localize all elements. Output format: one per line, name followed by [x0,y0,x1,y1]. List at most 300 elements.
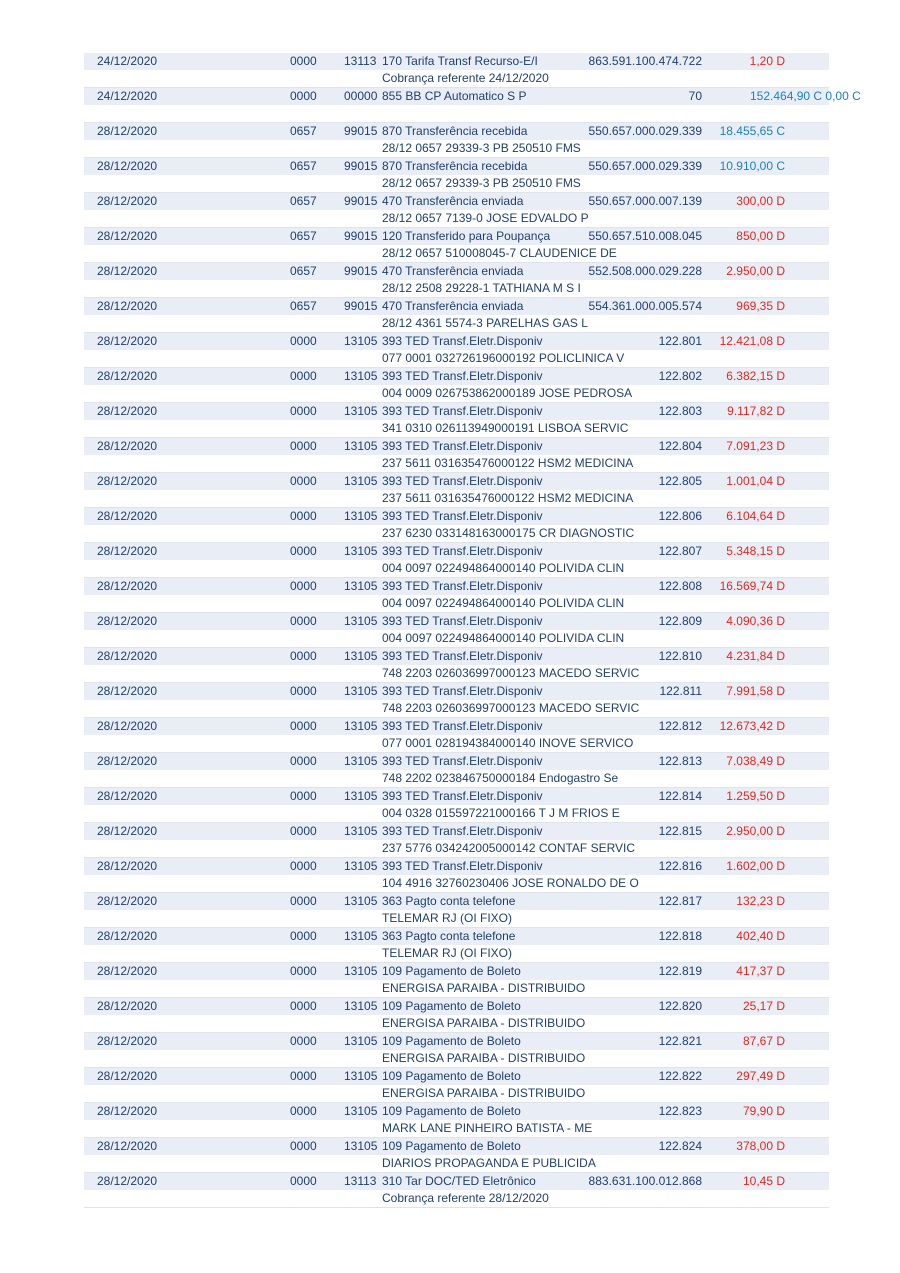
entry-detail-row [84,175,829,193]
entry-main-row [84,333,829,350]
entry-lot: 13105 [344,1034,378,1048]
entry-document: 550.657.000.029.339 [588,124,702,138]
entry-main-row [84,823,829,840]
statement-entry [84,403,829,438]
entry-description: 109 Pagamento de Boleto [382,1139,521,1153]
entry-date: 28/12/2020 [97,299,158,313]
entry-date: 28/12/2020 [97,1034,158,1048]
statement-entry [84,438,829,473]
entry-agency: 0000 [290,719,317,733]
entry-lot: 13105 [344,964,378,978]
entry-detail: 077 0001 028194384000140 INOVE SERVICO [382,736,634,750]
entry-agency: 0000 [290,474,317,488]
entry-lot: 13105 [344,1104,378,1118]
entry-date: 28/12/2020 [97,1139,158,1153]
entry-description: 470 Transferência enviada [382,194,524,208]
entry-agency: 0000 [290,754,317,768]
entry-main-row [84,403,829,420]
entry-detail-row [84,805,829,823]
entry-description: 310 Tar DOC/TED Eletrônico [382,1174,536,1188]
entry-description: 393 TED Transf.Eletr.Disponiv [382,334,543,348]
entry-agency: 0000 [290,544,317,558]
entry-detail: TELEMAR RJ (OI FIXO) [382,911,513,925]
statement-entry [84,228,829,263]
entry-agency: 0000 [290,649,317,663]
statement-entry [84,1173,829,1208]
entry-value: 1.602,00 D [726,859,785,873]
entry-detail-row [84,350,829,368]
statement-entry [84,718,829,753]
entry-detail-row [84,910,829,928]
entry-date: 28/12/2020 [97,1174,158,1188]
entry-detail: MARK LANE PINHEIRO BATISTA - ME [382,1121,593,1135]
entry-balance: 152.464,90 C 0,00 C [750,89,861,103]
entry-detail-row [84,560,829,578]
statement-entry [84,648,829,683]
entry-detail: 28/12 4361 5574-3 PARELHAS GAS L [382,316,588,330]
entry-lot: 13105 [344,859,378,873]
entry-value: 417,37 D [736,964,785,978]
entry-value: 850,00 D [736,229,785,243]
entry-description: 393 TED Transf.Eletr.Disponiv [382,544,543,558]
entry-main-row [84,508,829,525]
entry-document: 70 [688,89,702,103]
entry-date: 28/12/2020 [97,579,158,593]
statement-entry [84,928,829,963]
entry-detail-row [84,280,829,298]
entry-date: 28/12/2020 [97,894,158,908]
entry-document: 122.824 [658,1139,702,1153]
entry-document: 122.807 [658,544,702,558]
entry-document: 122.804 [658,439,702,453]
entry-date: 28/12/2020 [97,369,158,383]
entry-value: 1,20 D [749,54,785,68]
entry-document: 122.805 [658,474,702,488]
entry-agency: 0000 [290,789,317,803]
entry-value: 79,90 D [742,1104,785,1118]
entry-description: 109 Pagamento de Boleto [382,964,521,978]
statement-entry [84,823,829,858]
entry-detail: ENERGISA PARAIBA - DISTRIBUIDO [382,1086,586,1100]
entry-detail-row [84,455,829,473]
entry-description: 393 TED Transf.Eletr.Disponiv [382,684,543,698]
entry-main-row [84,368,829,385]
entry-description: 393 TED Transf.Eletr.Disponiv [382,439,543,453]
entry-description: 393 TED Transf.Eletr.Disponiv [382,509,543,523]
entry-date: 24/12/2020 [97,54,158,68]
statement-entry [84,578,829,613]
entry-agency: 0000 [290,509,317,523]
entry-document: 122.820 [658,999,702,1013]
entry-main-row [84,298,829,315]
entry-description: 109 Pagamento de Boleto [382,1104,521,1118]
entry-main-row [84,158,829,175]
entry-detail: 237 5611 031635476000122 HSM2 MEDICINA [382,491,634,505]
entry-value: 6.104,64 D [726,509,785,523]
entry-date: 28/12/2020 [97,509,158,523]
entry-document: 122.809 [658,614,702,628]
entry-agency: 0000 [290,999,317,1013]
entry-main-row [84,718,829,735]
entry-agency: 0000 [290,369,317,383]
entry-value: 9.117,82 D [727,404,785,418]
entry-detail-row [84,140,829,158]
entry-main-row [84,1138,829,1155]
entry-detail-row [84,595,829,613]
entry-document: 122.822 [658,1069,702,1083]
entry-date: 28/12/2020 [97,719,158,733]
entry-lot: 99015 [344,159,378,173]
entry-lot: 99015 [344,229,378,243]
entry-value: 7.991,58 D [726,684,785,698]
entry-detail: Cobrança referente 28/12/2020 [382,1191,549,1205]
statement-entry [84,88,861,123]
statement-entry [84,753,829,788]
entry-date: 28/12/2020 [97,1069,158,1083]
entry-date: 28/12/2020 [97,334,158,348]
entry-detail-row [84,245,829,263]
entry-date: 28/12/2020 [97,229,158,243]
entry-description: 393 TED Transf.Eletr.Disponiv [382,369,543,383]
entry-value: 6.382,15 D [726,369,785,383]
statement-entry [84,1138,829,1173]
statement-entry [84,123,829,158]
entry-lot: 99015 [344,124,378,138]
entry-document: 122.806 [658,509,702,523]
entry-date: 24/12/2020 [97,89,158,103]
entry-date: 28/12/2020 [97,754,158,768]
entry-detail-row [84,770,829,788]
entry-agency: 0000 [290,89,317,103]
entry-document: 883.631.100.012.868 [588,1174,702,1188]
entry-description: 393 TED Transf.Eletr.Disponiv [382,859,543,873]
entry-document: 122.808 [658,579,702,593]
statement-entry [84,1068,829,1103]
entry-detail-row [84,875,829,893]
entry-description: 109 Pagamento de Boleto [382,999,521,1013]
entry-agency: 0657 [290,264,317,278]
entry-agency: 0657 [290,124,317,138]
entry-document: 122.811 [659,684,702,698]
entry-detail: 004 0097 022494864000140 POLIVIDA CLIN [382,631,625,645]
entry-main-row [84,53,829,70]
entry-value: 12.421,08 D [719,334,785,348]
entry-agency: 0000 [290,54,317,68]
entry-lot: 13113 [344,1174,377,1188]
entry-main-row [84,998,829,1015]
entry-main-row [84,858,829,875]
entry-document: 122.802 [658,369,702,383]
entry-agency: 0657 [290,194,317,208]
entry-value: 12.673,42 D [719,719,785,733]
entry-document: 122.812 [658,719,702,733]
entry-value: 378,00 D [736,1139,785,1153]
entry-detail: 237 5776 034242005000142 CONTAF SERVIC [382,841,636,855]
entry-value: 10.910,00 C [719,159,785,173]
entry-date: 28/12/2020 [97,859,158,873]
entry-agency: 0657 [290,159,317,173]
entry-detail: 004 0097 022494864000140 POLIVIDA CLIN [382,561,625,575]
entry-document: 122.818 [658,929,702,943]
entry-description: 393 TED Transf.Eletr.Disponiv [382,614,543,628]
statement-entry [84,858,829,893]
entry-detail: 28/12 0657 510008045-7 CLAUDENICE DE [382,246,617,260]
entry-description: 393 TED Transf.Eletr.Disponiv [382,579,543,593]
entry-description: 393 TED Transf.Eletr.Disponiv [382,404,543,418]
entry-value: 402,40 D [736,929,785,943]
entry-detail: 748 2203 026036997000123 MACEDO SERVIC [382,666,640,680]
entry-detail-row [84,70,829,88]
entry-description: 470 Transferência enviada [382,299,524,313]
entry-description: 170 Tarifa Transf Recurso-E/I [382,54,538,68]
statement-entry [84,788,829,823]
entry-detail: Cobrança referente 24/12/2020 [382,71,549,85]
entry-agency: 0000 [290,1139,317,1153]
entry-detail: 004 0328 015597221000166 T J M FRIOS E [382,806,620,820]
entry-value: 5.348,15 D [726,544,785,558]
entry-detail: ENERGISA PARAIBA - DISTRIBUIDO [382,1016,586,1030]
entry-detail: 004 0097 022494864000140 POLIVIDA CLIN [382,596,625,610]
entry-detail: 28/12 0657 29339-3 PB 250510 FMS [382,141,581,155]
entry-description: 855 BB CP Automatico S P [382,89,527,103]
entry-date: 28/12/2020 [97,124,158,138]
statement-entry [84,1103,829,1138]
statement-entry [84,543,829,578]
entry-detail-row [84,1050,829,1068]
entry-detail: 237 5611 031635476000122 HSM2 MEDICINA [382,456,634,470]
entry-lot: 99015 [344,299,378,313]
entry-lot: 13105 [344,579,378,593]
entry-detail-row [84,1085,829,1103]
entry-main-row [84,1173,829,1190]
entry-lot: 13105 [344,614,378,628]
entry-main-row [84,543,829,560]
entry-document: 122.816 [658,859,702,873]
entry-date: 28/12/2020 [97,614,158,628]
entry-description: 393 TED Transf.Eletr.Disponiv [382,719,543,733]
entry-document: 122.814 [658,789,702,803]
entry-date: 28/12/2020 [97,439,158,453]
entry-document: 122.813 [658,754,702,768]
entry-description: 109 Pagamento de Boleto [382,1069,521,1083]
entry-document: 550.657.510.008.045 [588,229,702,243]
entry-lot: 13105 [344,369,378,383]
entry-detail-row [84,315,829,333]
entry-document: 122.815 [658,824,702,838]
entry-document: 552.508.000.029.228 [588,264,702,278]
entry-detail-row [84,735,829,753]
entry-detail-row [84,210,829,228]
entry-lot: 13105 [344,1069,378,1083]
entry-value: 4.231,84 D [726,649,785,663]
entry-date: 28/12/2020 [97,964,158,978]
entry-lot: 13105 [344,509,378,523]
entry-description: 120 Transferido para Poupança [382,229,551,243]
entry-lot: 13105 [344,789,378,803]
entry-document: 122.819 [658,964,702,978]
statement-entry [84,963,829,998]
entry-agency: 0000 [290,579,317,593]
entry-agency: 0000 [290,929,317,943]
entry-document: 550.657.000.029.339 [588,159,702,173]
entry-lot: 13105 [344,1139,378,1153]
entry-lot: 13105 [344,929,378,943]
entry-description: 393 TED Transf.Eletr.Disponiv [382,649,543,663]
statement-entry [84,1033,829,1068]
entry-value: 2.950,00 D [726,264,785,278]
entry-lot: 00000 [344,89,378,103]
entry-value: 10,45 D [742,1174,785,1188]
entry-main-row [84,1033,829,1050]
entry-detail: ENERGISA PARAIBA - DISTRIBUIDO [382,981,586,995]
entry-detail: 28/12 0657 7139-0 JOSE EDVALDO P [382,211,589,225]
entry-lot: 13105 [344,439,378,453]
entry-value: 7.038,49 D [726,754,785,768]
entry-lot: 99015 [344,194,378,208]
statement-entry [84,263,829,298]
entry-agency: 0000 [290,1174,317,1188]
entry-detail-row [84,1120,829,1138]
entry-agency: 0000 [290,334,317,348]
entry-lot: 13105 [344,719,378,733]
entry-date: 28/12/2020 [97,544,158,558]
entry-detail: 104 4916 32760230406 JOSE RONALDO DE O [382,876,639,890]
entry-document: 554.361.000.005.574 [588,299,702,313]
entry-detail-row [84,700,829,718]
entry-main-row [84,88,861,105]
entry-description: 363 Pagto conta telefone [382,929,516,943]
entry-main-row [84,963,829,980]
statement-entry [84,53,829,88]
entry-detail: 748 2202 023846750000184 Endogastro Se [382,771,619,785]
entry-main-row [84,578,829,595]
entry-main-row [84,788,829,805]
entry-lot: 13105 [344,404,378,418]
entry-detail: 28/12 2508 29228-1 TATHIANA M S I [382,281,581,295]
entry-detail: 748 2203 026036997000123 MACEDO SERVIC [382,701,640,715]
entry-detail: 28/12 0657 29339-3 PB 250510 FMS [382,176,581,190]
entry-lot: 13105 [344,999,378,1013]
entry-date: 28/12/2020 [97,684,158,698]
entry-main-row [84,683,829,700]
entry-main-row [84,473,829,490]
entry-detail: DIARIOS PROPAGANDA E PUBLICIDA [382,1156,596,1170]
statement-entry [84,298,829,333]
entry-lot: 13105 [344,544,378,558]
statement-entry [84,893,829,928]
entry-document: 550.657.000.007.139 [588,194,702,208]
entry-lot: 13105 [344,894,378,908]
entry-date: 28/12/2020 [97,999,158,1013]
entry-document: 122.823 [658,1104,702,1118]
entry-agency: 0000 [290,824,317,838]
statement-entry [84,683,829,718]
entry-document: 122.810 [658,649,702,663]
entry-main-row [84,123,829,140]
entry-detail-row [84,490,829,508]
entry-date: 28/12/2020 [97,929,158,943]
entry-detail-row [84,525,829,543]
entry-detail: 237 6230 033148163000175 CR DIAGNOSTIC [382,526,635,540]
statement-table [84,53,861,1208]
entry-date: 28/12/2020 [97,824,158,838]
entry-agency: 0000 [290,439,317,453]
entry-date: 28/12/2020 [97,474,158,488]
entry-detail-row [84,420,829,438]
statement-entry [84,368,829,403]
entry-main-row [84,893,829,910]
entry-lot: 99015 [344,264,378,278]
entry-document: 122.801 [658,334,702,348]
statement-entry [84,333,829,368]
entry-date: 28/12/2020 [97,789,158,803]
entry-agency: 0000 [290,1034,317,1048]
entry-detail: 341 0310 026113949000191 LISBOA SERVIC [382,421,629,435]
entry-value: 300,00 D [736,194,785,208]
entry-document: 122.821 [658,1034,702,1048]
entry-agency: 0000 [290,1104,317,1118]
entry-main-row [84,1068,829,1085]
entry-agency: 0000 [290,684,317,698]
entry-lot: 13105 [344,334,378,348]
entry-agency: 0000 [290,894,317,908]
entry-value: 132,23 D [736,894,785,908]
entry-value: 7.091,23 D [726,439,785,453]
entry-main-row [84,438,829,455]
entry-main-row [84,1103,829,1120]
entry-description: 393 TED Transf.Eletr.Disponiv [382,474,543,488]
entry-description: 109 Pagamento de Boleto [382,1034,521,1048]
entry-document: 863.591.100.474.722 [588,54,702,68]
entry-detail-row [84,840,829,858]
entry-lot: 13105 [344,754,378,768]
entry-date: 28/12/2020 [97,159,158,173]
entry-detail-row [84,385,829,403]
entry-agency: 0000 [290,1069,317,1083]
entry-description: 393 TED Transf.Eletr.Disponiv [382,789,543,803]
entry-agency: 0000 [290,614,317,628]
entry-description: 470 Transferência enviada [382,264,524,278]
entry-value: 1.001,04 D [726,474,785,488]
entry-date: 28/12/2020 [97,649,158,663]
entry-description: 393 TED Transf.Eletr.Disponiv [382,824,543,838]
statement-entry [84,193,829,228]
statement-entry [84,473,829,508]
entry-lot: 13105 [344,684,378,698]
entry-value: 297,49 D [736,1069,785,1083]
entry-value: 87,67 D [742,1034,785,1048]
entry-date: 28/12/2020 [97,194,158,208]
entry-main-row [84,753,829,770]
entry-value: 16.569,74 D [719,579,785,593]
entry-detail-row [84,665,829,683]
entry-detail-row [84,630,829,648]
entry-agency: 0000 [290,964,317,978]
entry-detail-row [84,980,829,998]
statement-entry [84,158,829,193]
entry-value: 4.090,36 D [726,614,785,628]
entry-value: 969,35 D [736,299,785,313]
entry-description: 363 Pagto conta telefone [382,894,516,908]
statement-entry [84,508,829,543]
entry-detail-row [84,1015,829,1033]
entry-date: 28/12/2020 [97,264,158,278]
entry-value: 2.950,00 D [726,824,785,838]
entry-description: 870 Transferência recebida [382,159,528,173]
entry-date: 28/12/2020 [97,1104,158,1118]
entry-detail-row [84,1190,829,1208]
entry-main-row [84,613,829,630]
